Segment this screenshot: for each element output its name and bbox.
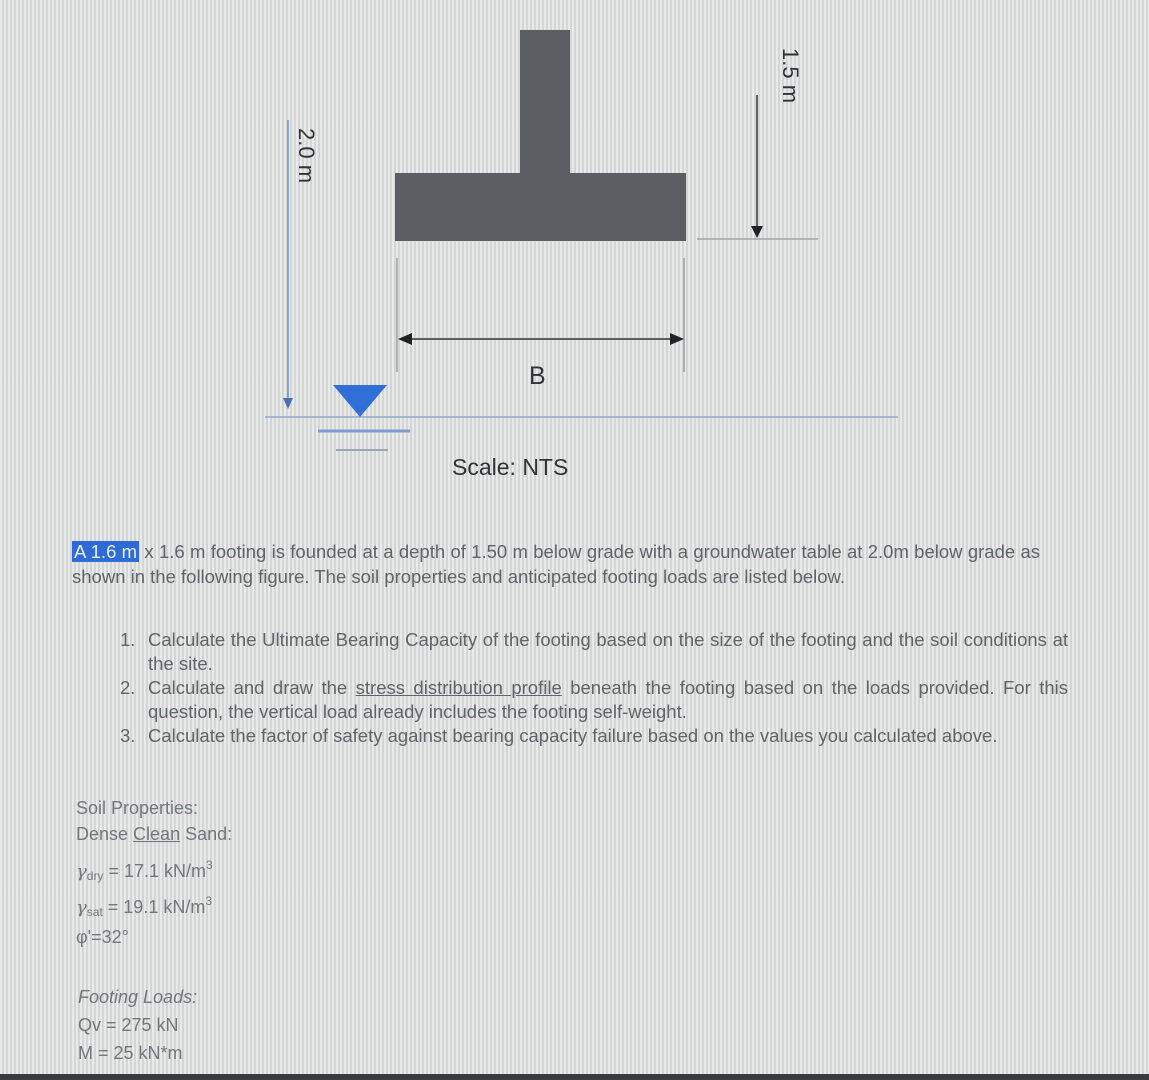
wt-depth-arrowhead: [283, 398, 293, 409]
gamma-sat: $\gamma_{sat} = 19.1$ $kN/m^3$: [76, 894, 213, 919]
footing-base: [395, 173, 686, 241]
footing-column: [520, 30, 570, 175]
gamma-dry: $\gamma_{dry} = 17.1$ $kN/m^3$: [76, 858, 213, 883]
question-item: 1. Calculate the Ultimate Bearing Capacity of the footing based on the size of the footing and the soil conditions at the site.: [120, 629, 1068, 674]
scale-note: Scale: NTS: [452, 454, 569, 480]
vertical-load: Qv = 275 kN: [78, 1015, 179, 1035]
question-item: 3. Calculate the factor of safety against bearing capacity failure based on the values you calculated above.: [120, 725, 998, 746]
question-item: 2. Calculate and draw the stress distribution profile beneath the footing based on the loads provided. For this question, the vertical load already includes the footing self-weight.: [120, 677, 1068, 722]
water-table-triangle: [333, 385, 387, 417]
footing-figure: [0, 0, 1149, 500]
soil-properties: [76, 795, 476, 955]
soil-type: Dense Clean Sand:: [76, 824, 233, 844]
width-arrowhead-left: [398, 333, 412, 345]
wt-depth-label: 2.0 m: [294, 128, 319, 184]
question-list: [120, 628, 1068, 748]
screen-bottom-edge: [0, 1074, 1149, 1080]
width-label: B: [529, 362, 546, 390]
problem-intro: x 1.6 m footing is founded at a depth of 1.50 m below grade with a groundwater table at 2.0m below grade as shown in the following figure. The soil properties and anticipated footing loads are listed below.: [72, 541, 1040, 587]
loads-title: Footing Loads:: [78, 987, 198, 1007]
problem-statement: [72, 540, 1040, 589]
soil-title: Soil Properties:: [76, 798, 199, 818]
friction-angle: φ'=32°: [76, 927, 129, 947]
highlighted-text: A 1.6 m: [74, 541, 138, 562]
footing-depth-label: 1.5 m: [778, 48, 803, 104]
footing-loads: [78, 983, 478, 1067]
moment-load: M = 25 kN*m: [78, 1043, 183, 1063]
footing-depth-arrowhead: [751, 226, 763, 238]
width-arrowhead-right: [670, 333, 684, 345]
